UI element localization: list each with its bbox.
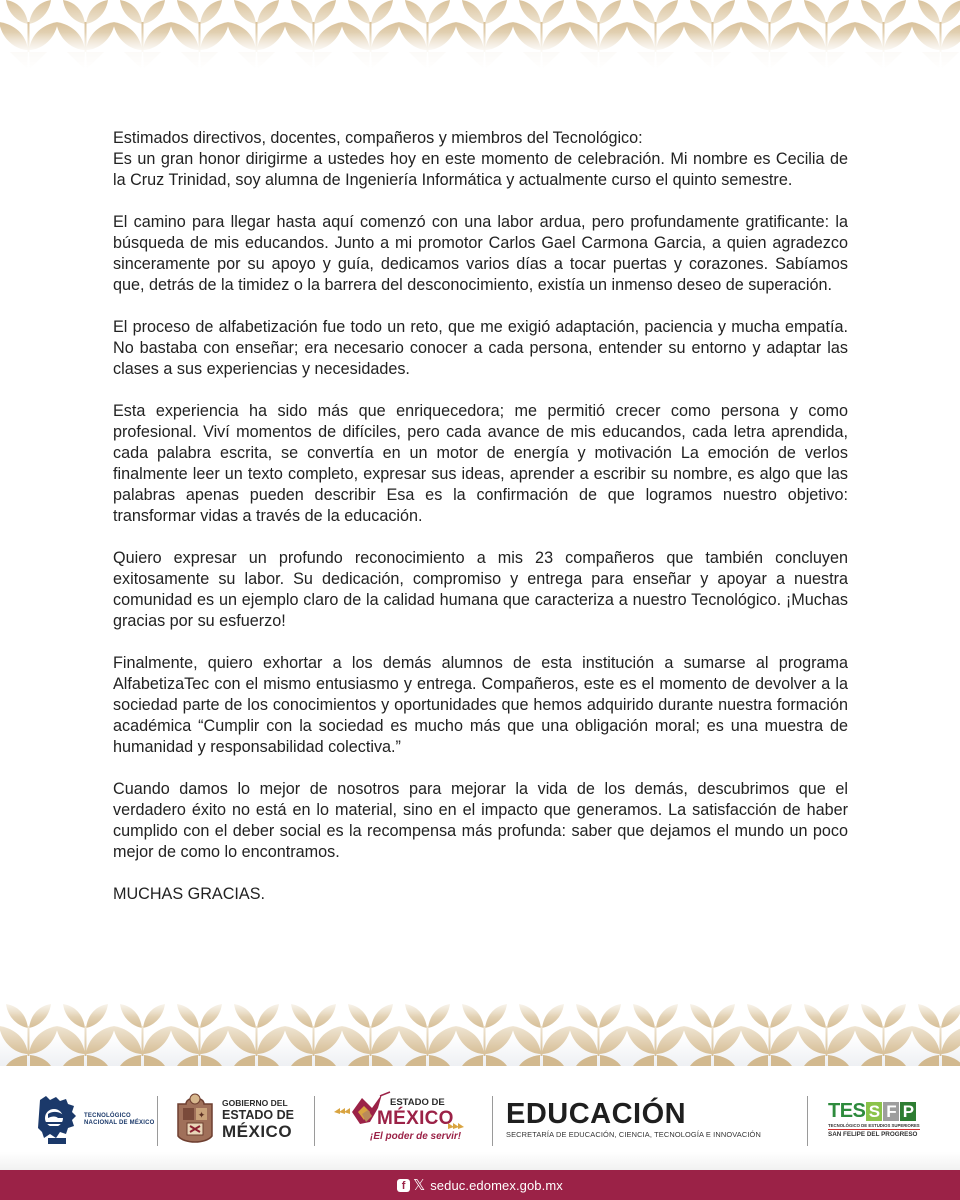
tessfp-letters: TES (828, 1100, 866, 1122)
letter-greeting: Estimados directivos, docentes, compañeros y miembros del Tecnológico: (113, 129, 643, 147)
gobierno-line2: ESTADO DE (222, 1108, 294, 1122)
x-twitter-icon[interactable]: 𝕏 (413, 1175, 426, 1194)
logo-divider (157, 1096, 158, 1146)
svg-text:✦: ✦ (197, 1110, 206, 1120)
tessfp-box-p: P (900, 1102, 916, 1121)
educacion-subtitle: SECRETARÍA DE EDUCACIÓN, CIENCIA, TECNOLOGÍA E INNOVACIÓN (506, 1130, 761, 1139)
logo-divider (314, 1096, 315, 1146)
letter-paragraph: Es un gran honor dirigirme a ustedes hoy en este momento de celebración. Mi nombre es Cecilia de la Cruz Trinidad, soy alumna de Ingeniería Informática y actualmente curso el quinto semestre. (113, 150, 848, 189)
top-leaf-pattern (0, 0, 960, 72)
tessfp-line1: TECNOLÓGICO DE ESTUDIOS SUPERIORES (828, 1123, 920, 1128)
tecnm-logo (36, 1094, 155, 1146)
bottom-leaf-pattern (0, 984, 960, 1066)
estado-mexico-line1: ESTADO DE (390, 1097, 445, 1108)
estado-mexico-slogan: ¡El poder de servir! (370, 1131, 462, 1142)
logo-divider (492, 1096, 493, 1146)
leaf-pattern-icon (0, 0, 960, 72)
gobierno-line3: MÉXICO (222, 1121, 293, 1141)
tecnm-line1: TECNOLÓGICO (84, 1113, 131, 1119)
tessfp-box-f: F (883, 1102, 899, 1121)
letter-closing: MUCHAS GRACIAS. (113, 885, 266, 903)
educacion-title: EDUCACIÓN (506, 1098, 687, 1130)
tecnm-gear-eagle-icon (36, 1094, 78, 1146)
letter-body (113, 128, 848, 926)
logo-divider (807, 1096, 808, 1146)
tecnm-line2: NACIONAL DE MÉXICO (84, 1120, 155, 1126)
educacion-logo (506, 1100, 761, 1139)
letter-paragraph: Finalmente, quiero exhortar a los demás alumnos de esta institución a sumarse al programa AlfabetizaTec con el mismo entusiasmo y entrega. Compañeros, este es el momento de devolver a la sociedad parte de los conocimientos y oportunidades que hemos adquirido durante nuestra formación académica “Cumplir con la sociedad es mucho más que una obligación moral; es una muestra de humanidad y responsabilidad colectiva.” (113, 654, 848, 756)
gobierno-edomex-logo (176, 1092, 294, 1146)
facebook-icon[interactable]: f (397, 1179, 410, 1192)
leaf-pattern-icon (0, 984, 960, 1066)
tessfp-box-s: S (866, 1102, 882, 1121)
tessfp-line2: SAN FELIPE DEL PROGRESO (828, 1131, 918, 1138)
website-link[interactable]: seduc.edomex.gob.mx (430, 1177, 563, 1193)
letter-paragraph: Cuando damos lo mejor de nosotros para mejorar la vida de los demás, descubrimos que el verdadero éxito no está en lo material, sino en el impacto que generamos. La satisfacción de haber cumplido con el deber social es la recompensa más profunda: saber que dejamos el mundo un poco mejor de como lo encontramos. (113, 780, 848, 861)
letter-paragraph: Esta experiencia ha sido más que enriquecedora; me permitió crecer como persona y como profesional. Viví momentos de difíciles, pero cada avance de mis educandos, cada letra aprendida, cada palabra escrita, se convertía en un motor de energía y motivación La emoción de verlos finalmente leer un texto completo, expresar sus ideas, aprender a escribir su nombre, es algo que las palabras apenas pueden describir Esa es la confirmación de que logramos nuestro objetivo: transformar vidas a través de la educación. (113, 402, 848, 525)
footer-bar (0, 1170, 960, 1200)
letter-paragraph: El proceso de alfabetización fue todo un reto, que me exigió adaptación, paciencia y mucha empatía. No bastaba con enseñar; era necesario conocer a cada persona, entender su entorno y adaptar las clases a sus experiencias y necesidades. (113, 318, 848, 378)
letter-paragraph: Quiero expresar un profundo reconocimiento a mis 23 compañeros que también concluyen exitosamente su labor. Su dedicación, compromiso y entrega para enseñar y apoyar a nuestra comunidad es un ejemplo claro de la calidad humana que caracteriza a nuestro Tecnológico. ¡Muchas gracias por su esfuerzo! (113, 549, 848, 630)
tessfp-logo (828, 1101, 920, 1138)
estado-mexico-line2: MÉXICO (377, 1108, 454, 1129)
coat-of-arms-icon (176, 1092, 214, 1146)
gobierno-line1: GOBIERNO DEL (222, 1097, 288, 1108)
letter-paragraph: El camino para llegar hasta aquí comenzó con una labor ardua, pero profundamente gratificante: la búsqueda de mis educandos. Junto a mi promotor Carlos Gael Carmona Garcia, a quien agradezco sinceramente por su apoyo y guía, dedicamos varios días a tocar puertas y corazones. Sabíamos que, detrás de la timidez o la barrera del desconocimiento, existía un inmenso deseo de superación. (113, 213, 848, 294)
estado-mexico-logo (332, 1090, 482, 1150)
